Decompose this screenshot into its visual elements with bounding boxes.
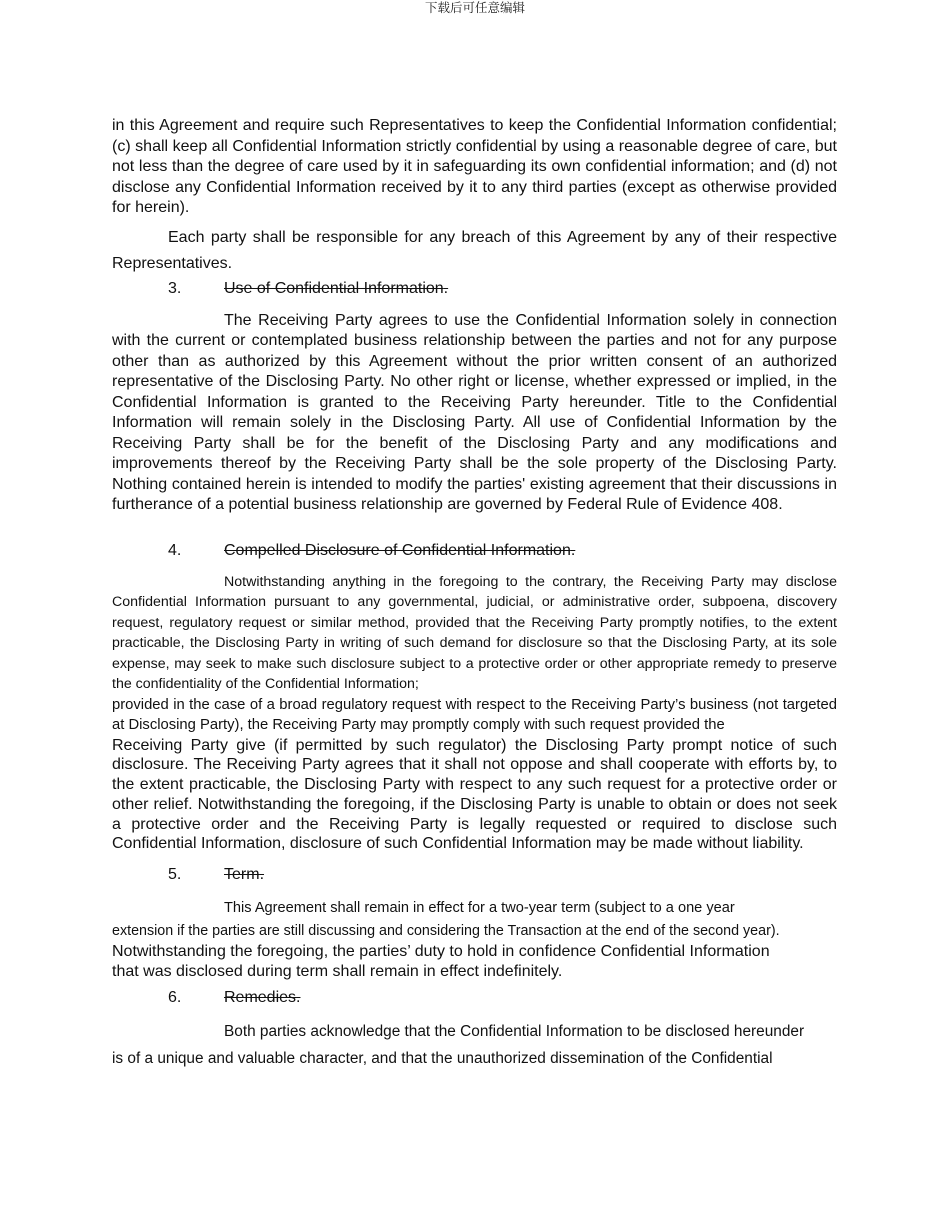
section-5-title: Term	[224, 866, 260, 884]
section-6-number: 6.	[168, 989, 182, 1007]
section-5-body-line3: Notwithstanding the foregoing, the parties’ duty to hold in confidence Confidential Information	[112, 943, 770, 961]
section-5-body-line4: that was disclosed during term shall remain in effect indefinitely.	[112, 963, 563, 981]
section-3-body: The Receiving Party agrees to use the Confidential Information solely in connection with the current or contemplated business relationship between the parties and not for any purpose other than as authorized by this Agreement without the prior written consent of an authorized representative of the Disclosing Party. No other right or license, whether expressed or implied, in the Confidential Information is granted to the Receiving Party hereunder. Title to the Confidential Information will remain solely in the Disclosing Party. All use of Confidential Information by the Receiving Party shall be for the benefit of the Disclosing Party and any modifications and improvements thereof by the Receiving Party shall be the sole property of the Disclosing Party. Nothing contained herein is intended to modify the parties' existing agreement that their discussions in furtherance of a potential business relationship are governed by Federal Rule of Evidence 408.	[112, 311, 837, 513]
section-5-body-line1: This Agreement shall remain in effect for a two-year term (subject to a one year	[224, 900, 735, 917]
section-3-title: Use of Confidential Information	[224, 279, 444, 297]
section-6-title: Remedies	[224, 989, 297, 1007]
section-4-heading: 4. Compelled Disclosure of Confidential Information.	[168, 541, 576, 559]
section-4-title: Compelled Disclosure of Confidential Information	[224, 541, 571, 559]
document-page	[112, 116, 837, 1069]
section-4-body-2-line1: provided in the case of a broad regulatory request with respect to the Receiving Party’s business (not targeted at Disclosing Party), the Receiving Party may promptly comply with such request provided the	[112, 696, 837, 733]
section-6-body-line2: is of a unique and valuable character, and that the unauthorized dissemination of the Confidential	[112, 1050, 773, 1068]
section-4-body-1: Notwithstanding anything in the foregoing to the contrary, the Receiving Party may disclose Confidential Information pursuant to any governmental, judicial, or administrative order, subpoena, discovery request, regulatory request or similar method, provided that the Receiving Party promptly notifies, to the extent practicable, the Disclosing Party in writing of such demand for disclosure so that the Disclosing Party, at its sole expense, may seek to make such disclosure subject to a protective order or other appropriate remedy to preserve the confidentiality of the Confidential Information;	[112, 573, 837, 692]
section-5-number: 5.	[168, 866, 182, 884]
section-5-body-line2: extension if the parties are still discussing and considering the Transaction at the end of the second year).	[112, 923, 780, 940]
section-6-body-line1: Both parties acknowledge that the Confidential Information to be disclosed hereunder	[224, 1023, 805, 1041]
section-5-heading: 5. Term.	[168, 866, 265, 884]
section-3-heading: 3. Use of Confidential Information.	[168, 279, 449, 297]
paragraph-obligations: in this Agreement and require such Representatives to keep the Confidential Information confidential; (c) shall keep all Confidential Information strictly confidential by using a reasonable degree of care, but not less than the degree of care used by it in safeguarding its own confidential information; and (d) not disclose any Confidential Information received by it to any third parties (except as otherwise provided for herein).	[112, 117, 837, 216]
section-3-number: 3.	[168, 279, 182, 297]
section-6-heading: 6. Remedies.	[168, 989, 301, 1007]
section-4-body-2-rest: Receiving Party give (if permitted by such regulator) the Disclosing Party prompt notice of such disclosure. The Receiving Party agrees that it shall not oppose and shall cooperate with efforts by, to the extent practicable, the Disclosing Party with respect to any such request for a protective order or other relief. Notwithstanding the foregoing, if the Disclosing Party is unable to obtain or does not seek a protective order and the Receiving Party is legally requested or required to disclose such Confidential Information, disclosure of such Confidential Information may be made without liability.	[112, 736, 837, 853]
section-4-number: 4.	[168, 541, 182, 559]
paragraph-each-party: Each party shall be responsible for any breach of this Agreement by any of their respective Representatives.	[112, 228, 837, 272]
watermark-text: 下载后可任意编辑	[424, 1, 525, 15]
